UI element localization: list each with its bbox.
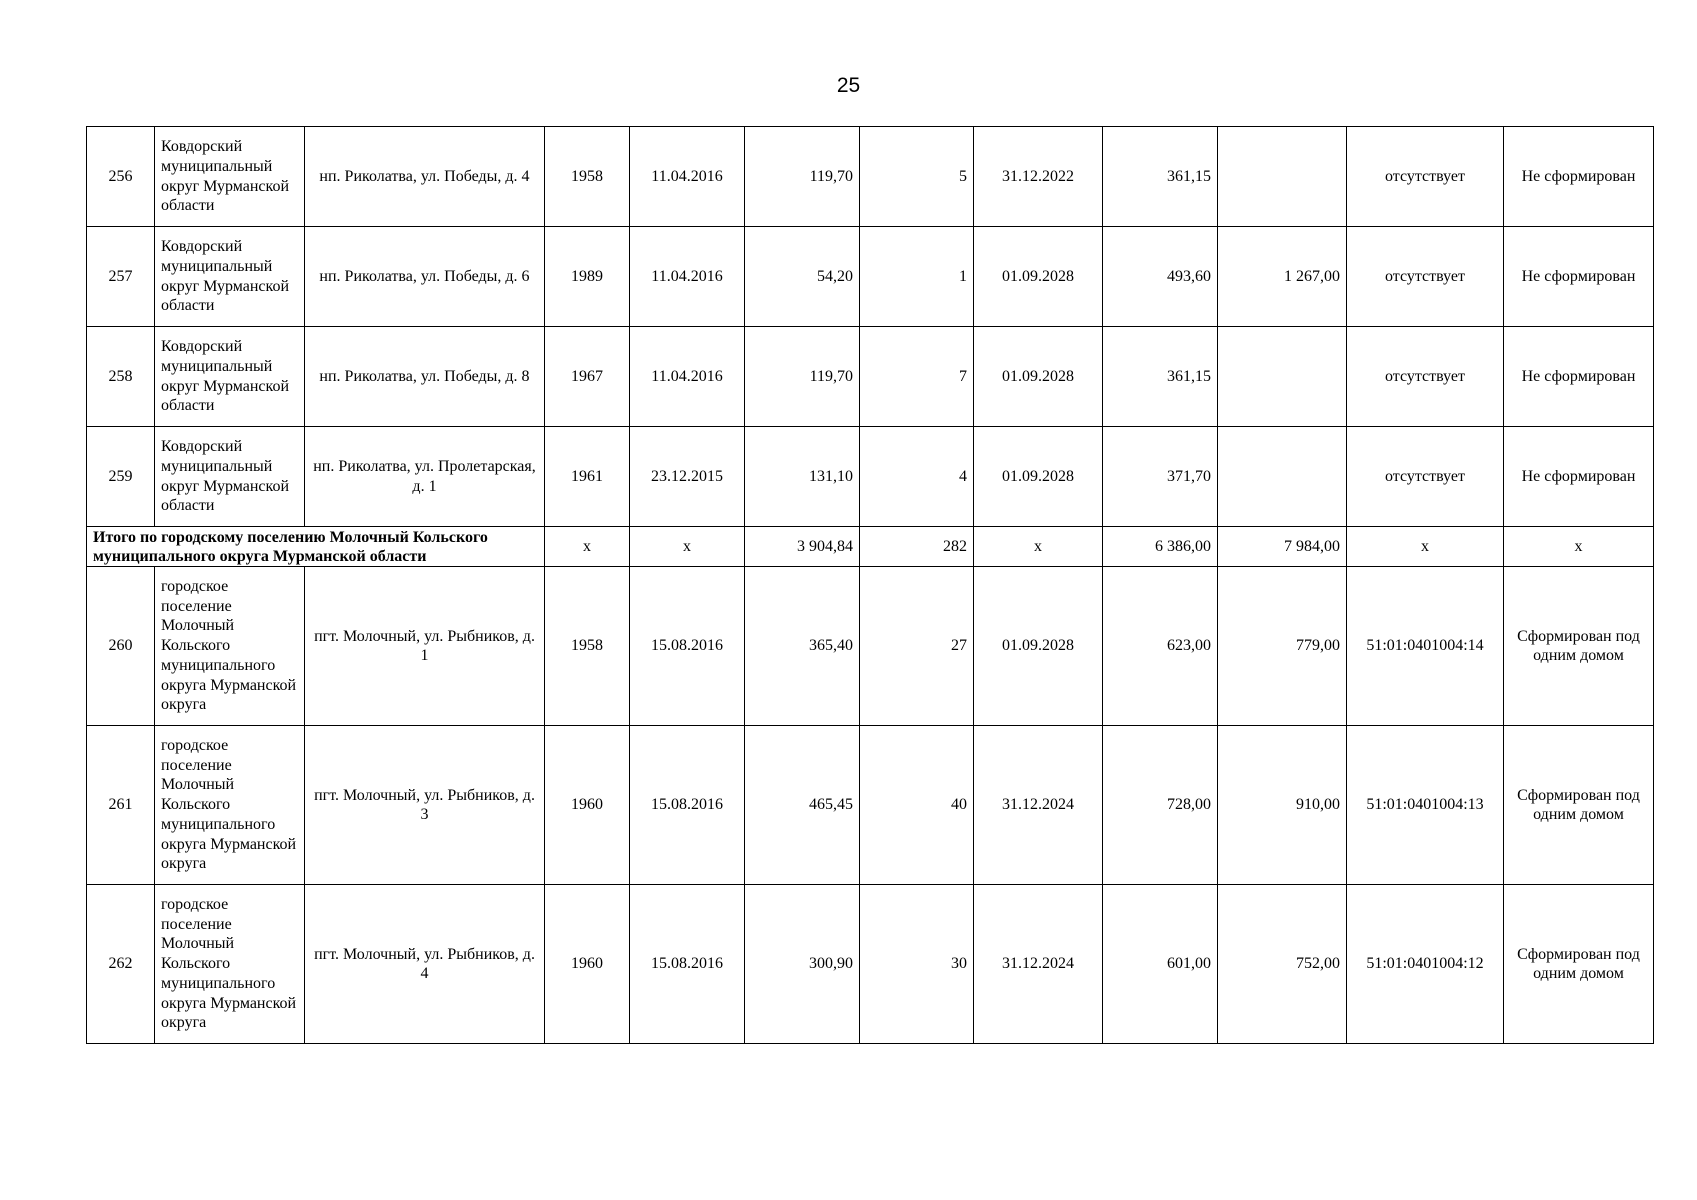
municipality-cell: Ковдорский муниципальный округ Мурманской области [155, 127, 305, 227]
date-recognized-cell: 15.08.2016 [630, 567, 745, 726]
address-cell: нп. Риколатва, ул. Пролетарская, д. 1 [305, 427, 545, 527]
residents-cell: 27 [860, 567, 974, 726]
row-number: 262 [87, 885, 155, 1044]
deadline-cell: 01.09.2028 [974, 227, 1103, 327]
address-cell: пгт. Молочный, ул. Рыбников, д. 1 [305, 567, 545, 726]
value-cell-9: 361,15 [1103, 327, 1218, 427]
value-cell-9: 601,00 [1103, 885, 1218, 1044]
total-area-cell: 3 904,84 [745, 527, 860, 567]
table-row [87, 427, 1654, 527]
municipality-cell: городское поселение Молочный Кольского муниципального округа Мурманской округа [155, 885, 305, 1044]
land-status-cell: Не сформирован [1504, 327, 1654, 427]
date-recognized-cell: 11.04.2016 [630, 127, 745, 227]
residents-cell: 4 [860, 427, 974, 527]
address-cell: пгт. Молочный, ул. Рыбников, д. 3 [305, 726, 545, 885]
year-cell: 1960 [545, 885, 630, 1044]
value-cell-10: 752,00 [1218, 885, 1347, 1044]
table-row [87, 327, 1654, 427]
municipality-cell: городское поселение Молочный Кольского муниципального округа Мурманской округа [155, 567, 305, 726]
area-cell: 54,20 [745, 227, 860, 327]
table-row [87, 567, 1654, 726]
value-cell-10 [1218, 127, 1347, 227]
area-cell: 300,90 [745, 885, 860, 1044]
row-number: 256 [87, 127, 155, 227]
date-recognized-cell: 11.04.2016 [630, 227, 745, 327]
value-cell-10: 1 267,00 [1218, 227, 1347, 327]
year-cell: 1958 [545, 567, 630, 726]
year-cell: 1967 [545, 327, 630, 427]
total-date-cell: x [630, 527, 745, 567]
cadastral-cell: 51:01:0401004:14 [1347, 567, 1504, 726]
cadastral-cell: отсутствует [1347, 427, 1504, 527]
page-number: 25 [836, 74, 861, 97]
value-cell-9: 623,00 [1103, 567, 1218, 726]
date-recognized-cell: 15.08.2016 [630, 885, 745, 1044]
row-number: 259 [87, 427, 155, 527]
residents-cell: 1 [860, 227, 974, 327]
deadline-cell: 31.12.2022 [974, 127, 1103, 227]
date-recognized-cell: 11.04.2016 [630, 327, 745, 427]
total-row [87, 527, 1654, 567]
land-status-cell: Не сформирован [1504, 127, 1654, 227]
land-status-cell: Не сформирован [1504, 427, 1654, 527]
municipality-cell: Ковдорский муниципальный округ Мурманской области [155, 227, 305, 327]
year-cell: 1989 [545, 227, 630, 327]
area-cell: 365,40 [745, 567, 860, 726]
date-recognized-cell: 23.12.2015 [630, 427, 745, 527]
housing-registry-table [86, 126, 1654, 1044]
municipality-cell: Ковдорский муниципальный округ Мурманской области [155, 427, 305, 527]
address-cell: пгт. Молочный, ул. Рыбников, д. 4 [305, 885, 545, 1044]
total-land-status-cell: x [1504, 527, 1654, 567]
residents-cell: 5 [860, 127, 974, 227]
deadline-cell: 01.09.2028 [974, 567, 1103, 726]
deadline-cell: 01.09.2028 [974, 427, 1103, 527]
area-cell: 119,70 [745, 127, 860, 227]
area-cell: 119,70 [745, 327, 860, 427]
value-cell-10 [1218, 327, 1347, 427]
cadastral-cell: 51:01:0401004:13 [1347, 726, 1504, 885]
address-cell: нп. Риколатва, ул. Победы, д. 6 [305, 227, 545, 327]
address-cell: нп. Риколатва, ул. Победы, д. 8 [305, 327, 545, 427]
land-status-cell: Сформирован под одним домом [1504, 885, 1654, 1044]
value-cell-9: 493,60 [1103, 227, 1218, 327]
land-status-cell: Не сформирован [1504, 227, 1654, 327]
residents-cell: 30 [860, 885, 974, 1044]
row-number: 260 [87, 567, 155, 726]
table-row [87, 227, 1654, 327]
value-cell-10: 779,00 [1218, 567, 1347, 726]
value-cell-9: 728,00 [1103, 726, 1218, 885]
total-cadastral-cell: x [1347, 527, 1504, 567]
land-status-cell: Сформирован под одним домом [1504, 567, 1654, 726]
value-cell-10: 910,00 [1218, 726, 1347, 885]
row-number: 257 [87, 227, 155, 327]
row-number: 261 [87, 726, 155, 885]
municipality-cell: городское поселение Молочный Кольского муниципального округа Мурманской округа [155, 726, 305, 885]
date-recognized-cell: 15.08.2016 [630, 726, 745, 885]
total-year-cell: x [545, 527, 630, 567]
total-label: Итого по городскому поселению Молочный Кольского муниципального округа Мурманской области [87, 527, 545, 567]
municipality-cell: Ковдорский муниципальный округ Мурманской области [155, 327, 305, 427]
table-row [87, 127, 1654, 227]
cadastral-cell: отсутствует [1347, 327, 1504, 427]
year-cell: 1961 [545, 427, 630, 527]
total-value-cell-9: 6 386,00 [1103, 527, 1218, 567]
total-value-cell-10: 7 984,00 [1218, 527, 1347, 567]
value-cell-9: 361,15 [1103, 127, 1218, 227]
land-status-cell: Сформирован под одним домом [1504, 726, 1654, 885]
year-cell: 1960 [545, 726, 630, 885]
cadastral-cell: отсутствует [1347, 227, 1504, 327]
residents-cell: 7 [860, 327, 974, 427]
area-cell: 131,10 [745, 427, 860, 527]
cadastral-cell: 51:01:0401004:12 [1347, 885, 1504, 1044]
address-cell: нп. Риколатва, ул. Победы, д. 4 [305, 127, 545, 227]
value-cell-9: 371,70 [1103, 427, 1218, 527]
deadline-cell: 01.09.2028 [974, 327, 1103, 427]
year-cell: 1958 [545, 127, 630, 227]
table-row [87, 885, 1654, 1044]
area-cell: 465,45 [745, 726, 860, 885]
residents-cell: 40 [860, 726, 974, 885]
row-number: 258 [87, 327, 155, 427]
deadline-cell: 31.12.2024 [974, 726, 1103, 885]
cadastral-cell: отсутствует [1347, 127, 1504, 227]
total-deadline-cell: x [974, 527, 1103, 567]
total-residents-cell: 282 [860, 527, 974, 567]
deadline-cell: 31.12.2024 [974, 885, 1103, 1044]
table-row [87, 726, 1654, 885]
value-cell-10 [1218, 427, 1347, 527]
